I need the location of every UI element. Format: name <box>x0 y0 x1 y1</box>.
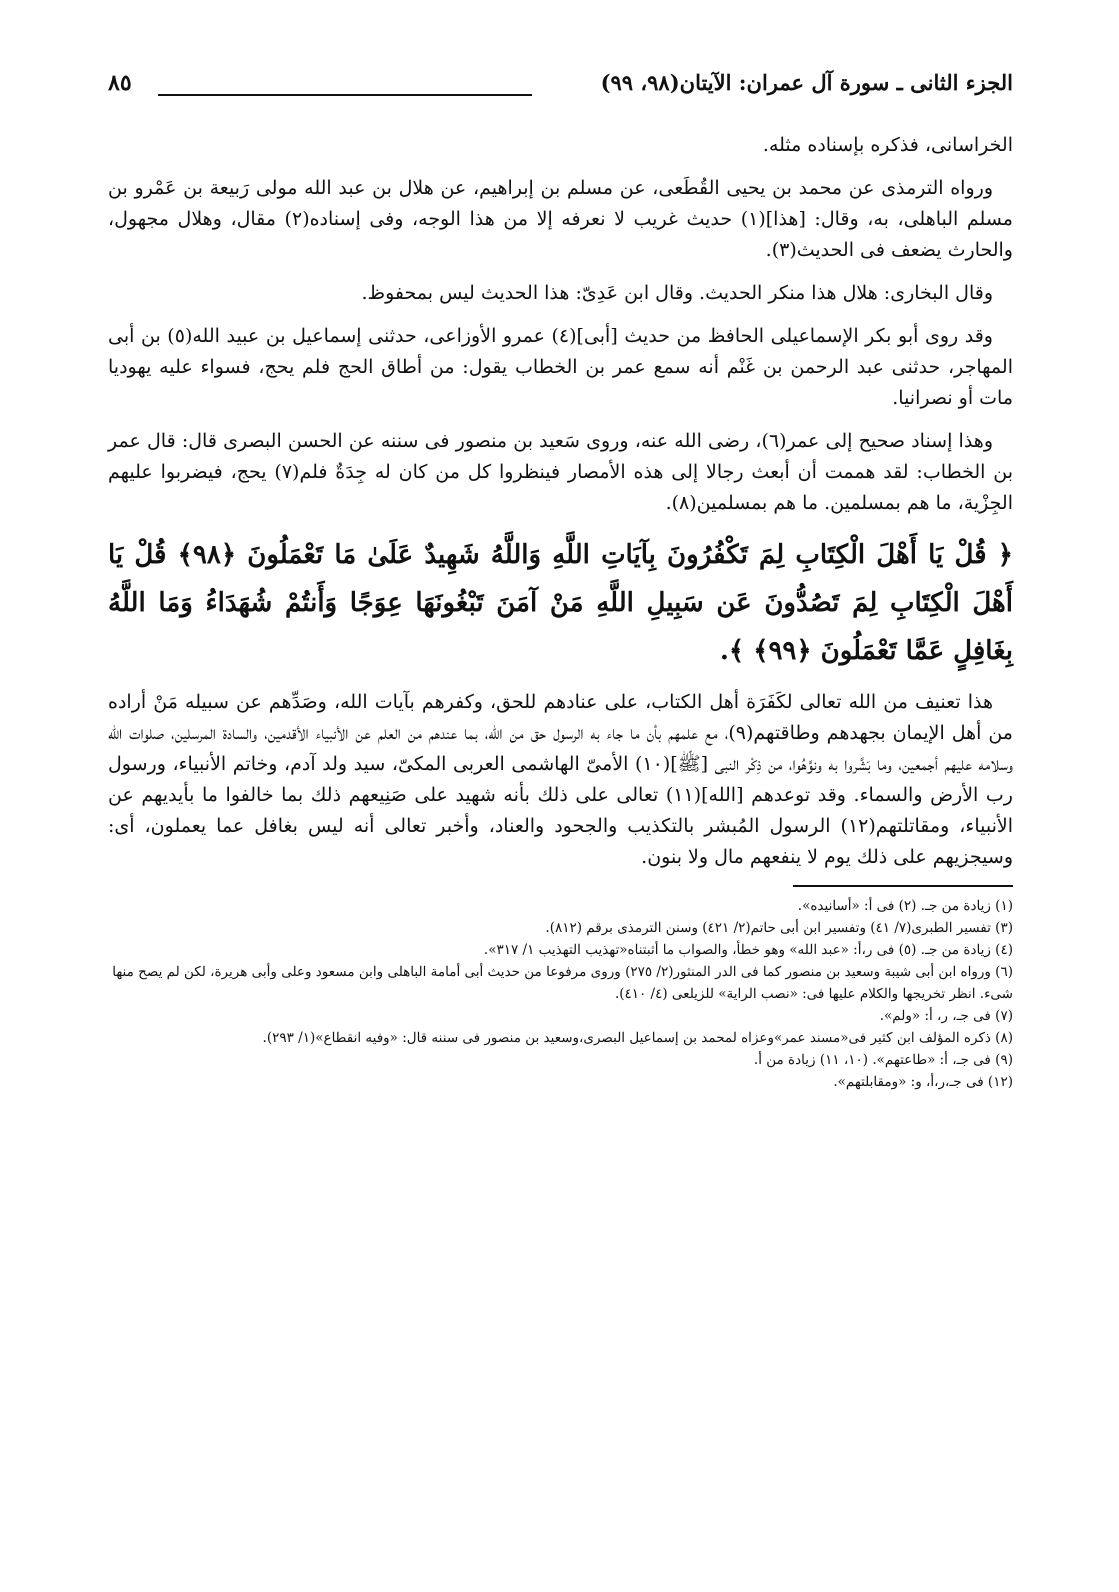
quran-verse: ﴿ قُلْ يَا أَهْلَ الْكِتَابِ لِمَ تَكْفُرُونَ بِآيَاتِ اللَّهِ وَاللَّهُ شَهِيدٌ عَلَىٰ مَا تَعْمَلُونَ ﴿٩٨﴾ قُلْ يَا أَهْلَ الْكِتَابِ لِمَ تَصُدُّونَ عَن سَبِيلِ اللَّهِ مَنْ آمَنَ تَبْغُونَهَا عِوَجًا وَأَنتُمْ شُهَدَاءُ وَمَا اللَّهُ بِغَافِلٍ عَمَّا تَعْمَلُونَ ﴿٩٩﴾ ﴾. <box>108 540 1013 666</box>
footnote: (١) زيادة من جـ. (٢) فى أ: «أسانيده». <box>797 898 1013 914</box>
footnote: (٩) فى جـ، أ: «طاعتهم». (١٠، ١١) زيادة من أ. <box>753 1052 1013 1068</box>
footnote: (٧) فى جـ، ر، أ: «ولم». <box>879 1008 1013 1024</box>
commentary-paragraph: هذا تعنيف من الله تعالى لكَفَرَة أهل الكتاب، على عنادهم للحق، وكفرهم بآيات الله، وصَدِّهم عن سبيله مَنْ أراده من أهل الإيمان بجهدهم وطاقتهم(٩)، مع علمهم بأن ما جاء به الرسول حق من الله، بما عندهم من العلم عن الأنبياء الأقدمين، والسادة المرسلين، صلوات الله وسلامه عليهم أجمعين، وما بَشَّروا به ونوَّهُوا، من ذِكْر النبى [ﷺ](١٠) الأمىّ الهاشمى العربى المكىّ، سيد ولد آدم، وخاتم الأنبياء، ورسول رب الأرض والسماء. وقد توعدهم [الله](١١) تعالى على ذلك بأنه شهيد على صَنِيعهم ذلك بما خالفوا ما بأيديهم عن الأنبياء، ومقاتلتهم(١٢) الرسول المُبشر بالتكذيب والجحود والعناد، وأخبر تعالى أنه ليس بغافل عما يعملون، أى: وسيجزيهم على ذلك يوم لا ينفعهم مال ولا بنون. <box>108 691 1014 868</box>
paragraph: الخراسانى، فذكره بإسناده مثله. <box>762 134 1013 156</box>
page-header <box>108 70 1013 110</box>
footnote: (٤) زيادة من جـ. (٥) فى ر،أ: «عبد الله» وهو خطأ، والصواب ما أثبتناه«تهذيب التهذيب ١/ ٣١٧». <box>483 942 1013 958</box>
running-title: الجزء الثانى ـ سورة آل عمران: الآيتان(٩٨، ٩٩) <box>600 70 1013 95</box>
footnote: (٦) ورواه ابن أبى شيبة وسعيد بن منصور كما فى الدر المنثور(٢/ ٢٧٥) وروى مرفوعا من حديث أبى أمامة الباهلى وابن مسعود وعلى وأبى هريرة، لكن لم يصح منها شىء. انظر تخريجها والكلام عليها فى: «نصب الراية» للزيلعى (٤/ ٤١٠). <box>112 964 1013 1002</box>
footnote-rule <box>793 885 1013 887</box>
header-rule <box>158 94 532 96</box>
footnote: (١٢) فى جـ،ر،أ، و: «ومقابلتهم». <box>833 1074 1013 1090</box>
page-number: ٨٥ <box>108 70 132 96</box>
footnote: (٨) ذكره المؤلف ابن كثير فى«مسند عمر»وعزاه لمحمد بن إسماعيل البصرى،وسعيد بن منصور فى سننه قال: «وفيه انقطاع»(١/ ٢٩٣). <box>262 1030 1013 1046</box>
footnotes <box>108 895 1013 1093</box>
body-text <box>108 130 1013 873</box>
footnote: (٣) تفسير الطبرى(٧/ ٤١) وتفسير ابن أبى حاتم(٢/ ٤٢١) وسنن الترمذى برقم (٨١٢). <box>545 920 1013 936</box>
paragraph: ورواه الترمذى عن محمد بن يحيى القُطَعى، عن مسلم بن إبراهيم، عن هلال بن عبد الله مولى رَبيعة بن عَمْرو بن مسلم الباهلى، به، وقال: [هذا](١) حديث غريب لا نعرفه إلا من هذا الوجه، وفى إسناده(٢) مقال، وهلال مجهول، والحارث يضعف فى الحديث(٣). <box>108 177 1013 261</box>
paragraph: وقال البخارى: هلال هذا منكر الحديث. وقال ابن عَدِىّ: هذا الحديث ليس بمحفوظ. <box>361 282 993 304</box>
book-page <box>108 70 1013 1093</box>
paragraph: وهذا إسناد صحيح إلى عمر(٦)، رضى الله عنه، وروى سَعيد بن منصور فى سننه عن الحسن البصرى قال: قال عمر بن الخطاب: لقد هممت أن أبعث رجالا إلى هذه الأمصار فينظروا كل من كان له جِدَةٌ فلم(٧) يحج، فيضربوا عليهم الجِزْية، ما هم بمسلمين. ما هم بمسلمين(٨). <box>108 430 1013 514</box>
paragraph: وقد روى أبو بكر الإسماعيلى الحافظ من حديث [أبى](٤) عمرو الأوزاعى، حدثنى إسماعيل بن عبيد الله(٥) بن أبى المهاجر، حدثنى عبد الرحمن بن غَنْم أنه سمع عمر بن الخطاب يقول: من أطاق الحج فلم يحج، فسواء عليه يهوديا مات أو نصرانيا. <box>108 325 1013 409</box>
